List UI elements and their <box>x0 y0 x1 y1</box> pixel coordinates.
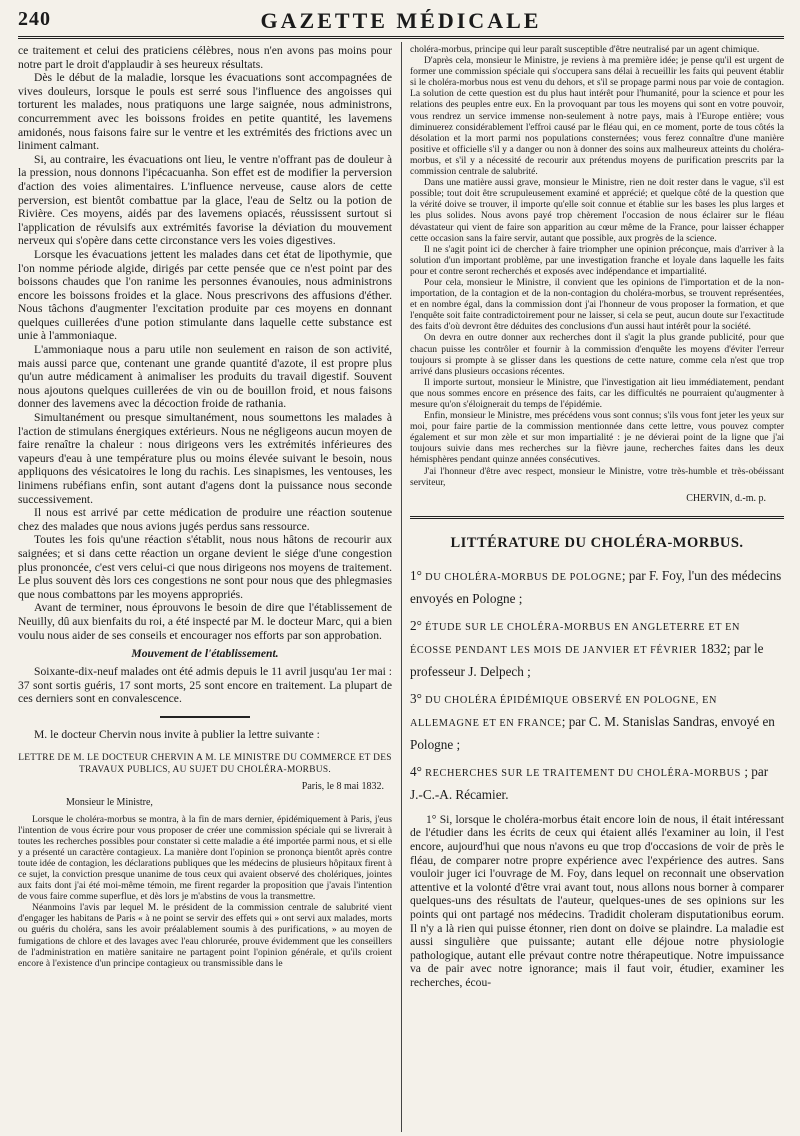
entry-number: 2° <box>410 617 422 633</box>
bibliography-entry <box>410 565 784 609</box>
review-paragraph: 1° Si, lorsque le choléra-morbus était encore loin de nous, il était intéressant de l'étudier dans les écrits de ceux qui étaient allés l'examiner au loin, il l'est encore, aujourd'hui que nous n'avons eu que trop d'occasions de voir de près le fléau, de comparer notre propre expérience avec l'expérience des autres. Sans vouloir juger ici l'ouvrage de M. Foy, dans lequel on reconnait une observation attentive et la volonté d'être vrai avant tout, nous allons nous borner à comparer quelques-uns des résultats de l'auteur, quelques-unes de ses opinions sur les points qui ont partagé nos médecins. Tradidit choleram disputationibus eorum. Il n'y a là rien qui puisse étonner, rien dont on doive se plaindre. La maladie est aussi singulière que puissante; autant elle déjoue notre physiologie pathologique, autant elle prévaut contre notre thérapeutique. Notre impuissance va de pair avec notre ignorance; mais il faut voir, étudier, examiner les recherches, écou- <box>410 812 784 989</box>
article-paragraph: Il nous est arrivé par cette médication de produire une réaction soutenue chez des malades que nous avions jugés perdus sans ressource. <box>18 506 392 533</box>
entry-title: RECHERCHES SUR LE TRAITEMENT DU CHOLÉRA-MORBUS <box>425 767 742 779</box>
section-rule <box>410 516 784 519</box>
article-paragraph: Simultanément ou presque simultanément, nous soumettons les malades à l'action de stimulans énergiques extérieurs. Nous ne négligeons aucun moyen de faire renaître la chaleur : nous dirigeons vers les extrémités inférieures des vapeurs d'eau à une température plus ou moins élevée suivant le besoin, nous appliquons des vésicatoires le long du rachis. Les sinapismes, les ventouses, les linimens rubéfians enfin, sont autant d'agens dont la puissance nous seconde successivement. <box>18 411 392 506</box>
article-paragraph: L'ammoniaque nous a paru utile non seulement en raison de son activité, mais aussi parce que, contenant une grande quantité d'azote, il est propre plus qu'un autre médicament à animaliser les produits du travail digestif. Souvent nous ajoutons quelques cuillerées de vin ou de bouillon froid, et nous faisons donner des lavemens avec la décoction froide de rathania. <box>18 343 392 411</box>
entry-number: 4° <box>410 763 422 779</box>
letter-salutation: Monsieur le Ministre, <box>66 796 153 808</box>
article-paragraph: Toutes les fois qu'une réaction s'établit, nous nous hâtons de recourir aux saignées; et si dans cette réaction un organe devient le siége d'une congestion plus prononcée, c'est vers celui-ci que nous dirigeons nos moyens de traitement. Le plus souvent dès lors ces congestions ne sont pour nous que des phlegmasies que nous combattons par les moyens appropriés. <box>18 533 392 601</box>
entry-title: ÉTUDE SUR LE CHOLÉRA-MORBUS EN ANGLETERRE ET EN ÉCOSSE PENDANT LES MOIS DE JANVIER ET FÉVRIER <box>410 621 741 656</box>
entry-author: 1832; par le professeur J. Delpech ; <box>410 640 764 679</box>
letter-paragraph: Pour cela, monsieur le Ministre, il convient que les opinions de l'importation et de la non-importation, de la contagion et de la non-contagion du choléra-morbus, se trouvent représentées, et en nombre égal, dans la commission dont j'ai l'honneur de vous proposer la formation, et que l'enquête soit faite contradictoirement pour ne laisser, si cela se peut, aucun doute sur l'exactitude des faits d'où devront être déduites des conclusions d'un aussi haut intérêt pour la société. <box>410 276 784 333</box>
entry-author: ; par C. M. Stanislas Sandras, envoyé en Pologne ; <box>410 713 775 752</box>
bibliography-entry <box>410 688 784 755</box>
entry-number: 1° <box>410 567 422 583</box>
page-number: 240 <box>18 8 51 30</box>
letter-paragraph: Il ne s'agit point ici de chercher à faire triompher une opinion préconçue, mais d'arriver à la solution d'un important problème, par une investigation franche et loyale dans laquelle les faits pour et contre seront recherchés et exposés avec indépendance et impartialité. <box>410 243 784 277</box>
column-divider <box>401 42 402 1132</box>
letter-date: Paris, le 8 mai 1832. <box>301 780 384 792</box>
entry-author: ; par J.-C.-A. Récamier. <box>410 763 769 802</box>
right-column <box>410 44 784 1132</box>
entry-number: 3° <box>410 690 422 706</box>
letter-paragraph: On devra en outre donner aux recherches dont il s'agit la plus grande publicité, pour que chacun puisse les contrôler et fournir à la commission d'enquête les moyens d'éviter l'erreur toujours si prompte à se glisser dans les questions de cette nature, comme cela n'est que trop arrivé dans plusieurs occasions récentes. <box>410 332 784 377</box>
letter-paragraph: J'ai l'honneur d'être avec respect, monsieur le Ministre, votre très-humble et très-obéissant serviteur, <box>410 465 784 488</box>
bibliography-entry <box>410 761 784 805</box>
literature-heading: LITTÉRATURE DU CHOLÉRA-MORBUS. <box>450 534 744 551</box>
letter-paragraph: choléra-morbus, principe qui leur paraît susceptible d'être neutralisé par un agent chimique. <box>410 44 760 55</box>
letter-signature: CHERVIN, d.-m. p. <box>686 492 766 504</box>
masthead <box>18 8 784 36</box>
article-paragraph: Si, au contraire, les évacuations ont lieu, le ventre n'offrant pas de douleur à la pression, nous donnons l'ipécacuanha. Son effet est de modifier la perversion d'action des voies alimentaires. L'influence nerveuse, cause alors de cette perversion, est bientôt combattue par la glace, l'eau de Seltz ou la potion de Rivière. Ces moyens, aidés par des lavemens opiacés, réussissent surtout si l'application de révulsifs aux extrémités favorise la déviation du mouvement nerveux qui s'opère dans cette circonstance vers les voies digestives. <box>18 152 392 248</box>
article-paragraph: Avant de terminer, nous éprouvons le besoin de dire que l'établissement de Neuilly, dû aux bienfaits du roi, a été inspecté par M. le docteur Marc, qui a bien voulu nous aider de ses conseils et encourager nos efforts par son approbation. <box>18 601 392 642</box>
entry-title: DU CHOLÉRA-MORBUS DE POLOGNE <box>425 571 622 583</box>
bibliography-entry <box>410 615 784 682</box>
movement-paragraph: Soixante-dix-neuf malades ont été admis depuis le 11 avril jusqu'au 1er mai : 37 sont sortis guéris, 17 sont morts, 25 sont encore en traitement. La plupart de ces derniers sont en convalescence. <box>18 665 392 706</box>
letter-paragraph: Il importe surtout, monsieur le Ministre, que l'investigation ait lieu immédiatement, pendant que nous sommes encore en présence des faits, car les difficultés ne pourraient qu'augmenter à mesure qu'on s'éloignerait du temps de l'épidémie. <box>410 376 784 410</box>
section-heading: Mouvement de l'établissement. <box>131 647 279 661</box>
entry-author: ; par F. Foy, l'un des médecins envoyés en Pologne ; <box>410 567 782 606</box>
header-rule <box>18 36 784 39</box>
letter-title: LETTRE DE M. LE DOCTEUR CHERVIN A M. LE MINISTRE DU COMMERCE ET DES TRAVAUX PUBLICS, AU SUJET DU CHOLÉRA-MORBUS. <box>18 752 392 775</box>
letter-paragraph: Enfin, monsieur le Ministre, mes précédens vous sont connus; s'ils vous font jeter les yeux sur moi, pour faire partie de la commission mentionnée dans cette lettre, vous pouvez compter également et sur mon zèle et sur mon impartialité : je ne dévierai point de la ligne que j'ai toujours suivie dans mes recherches sur la fièvre jaune, recherches faites dans les deux hémisphères pendant quinze années consécutives. <box>410 410 784 466</box>
entry-title: DU CHOLÉRA ÉPIDÉMIQUE OBSERVÉ EN POLOGNE, EN ALLEMAGNE ET EN FRANCE <box>410 694 718 729</box>
article-paragraph: Lorsque les évacuations jettent les malades dans cet état de lipothymie, que l'on nomme période algide, dirigés par cette pensée que ce n'est point par des boissons chaudes que l'on ranime les personnes évanouies, nous administrons encore les boissons froides et la glace. Nous prescrivons des affusions d'éther. Nous tâchons d'augmenter l'excitation produite par ces moyens en donnant quelques cuillerées d'une potion stimulante dans laquelle cette substance est unie à l'ammoniaque. <box>18 247 392 343</box>
letter-paragraph: D'après cela, monsieur le Ministre, je reviens à ma première idée; je pense qu'il est urgent de former une commission spéciale qui s'occupera sans délai à recueillir les faits qui peuvent établir si le choléra-morbus nous est venu du dehors, et s'il se propage parmi nous par voie de contagion. La solution de cette question est du plus haut intérêt pour l'humanité, pour la science et pour les relations des peuples entre eux. En la provoquant par tous les moyens qui sont en votre pouvoir, vous rendrez un service immense non-seulement à notre pays, mais à l'Europe entière; vous diminuerez considérablement l'effroi causé par le fléau qui, en ce moment, porte de tous côtés la désolation et la mort parmi nos populations consternées; vous ferez connaître d'une manière positive et officielle s'il y a danger ou non à donner des soins aux malheureux atteints du choléra-morbus, et s'il y a nécessité de recourir aux prétendus moyens de purification prescrits par la commission centrale de salubrité. <box>410 55 784 178</box>
letter-paragraph: Dans une matière aussi grave, monsieur le Ministre, rien ne doit rester dans le vague, s'il est possible; tout doit être scrupuleusement examiné et apprécié; et quelque côté de la question que la vérité doive se trouver, il importe qu'elle soit connue et établie sur les bases les plus larges et les plus solides. Nous avons payé trop chèrement l'occasion de nous éclairer sur le fléau dévastateur qui vient de faire son apparition au cœur même de la France, pour laisser échapper cette occasion sans la faire servir, autant que possible, aux progrès de la science. <box>410 177 784 244</box>
article-paragraph: ce traitement et celui des praticiens célèbres, nous n'en avons pas moins pour notre part le droit d'applaudir à ses heureux résultats. <box>18 44 392 71</box>
newspaper-page <box>18 0 784 1136</box>
letter-paragraph: Néanmoins l'avis par lequel M. le président de la commission centrale de salubrité vient d'engager les habitans de Paris « à ne point se servir des effets qui » ont servi aux malades, morts ou guéris du choléra, sans les avoir préalablement soumis à des purifications, » au moyen de fumigations de chlore et des lavages avec l'eau chlorurée, prouve évidemment que les conseillers de l'administration en matière sanitaire ne partagent point l'opinion générale, et qu'ils croient encore à l'existence d'un principe contagieux ou transmissible dans le <box>18 902 392 969</box>
section-divider <box>160 716 250 718</box>
publication-title: GAZETTE MÉDICALE <box>260 8 542 33</box>
article-paragraph: Dès le début de la maladie, lorsque les évacuations sont accompagnées de vives douleurs, lorsque le pouls est serré sous l'influence des angoisses qui torturent les malades, nous pratiquons une large saignée, nous administrons, concurremment avec les boissons froides en petite quantité, les lavemens amidonés, nous faisons faire sur le ventre et les extrémités des frictions avec un liniment calmant. <box>18 71 392 153</box>
letter-paragraph: Lorsque le choléra-morbus se montra, à la fin de mars dernier, épidémiquement à Paris, j'eus l'intention de vous écrire pour vous proposer de créer une commission spéciale qui se livrerait à toutes les recherches possibles pour constater si cette maladie a été importée parmi nous, et si elle y a présenté un caractère contagieux. La manière dont l'opinion se prononça bientôt après contre toute idée de contagion, les déclarations publiques que les médecins de plusieurs hôpitaux firent à ce sujet, la conviction presque unanime de tous ceux qui avaient observé des cholériques, jointes aux faits dont j'ai été moi-même témoin, me firent regarder la proposition que j'avais l'intention de vous faire comme superflue, et dès lors je m'abstins de vous la transmettre. <box>18 813 392 903</box>
left-column <box>18 44 392 1132</box>
chervin-intro: M. le docteur Chervin nous invite à publier la lettre suivante : <box>34 727 320 741</box>
